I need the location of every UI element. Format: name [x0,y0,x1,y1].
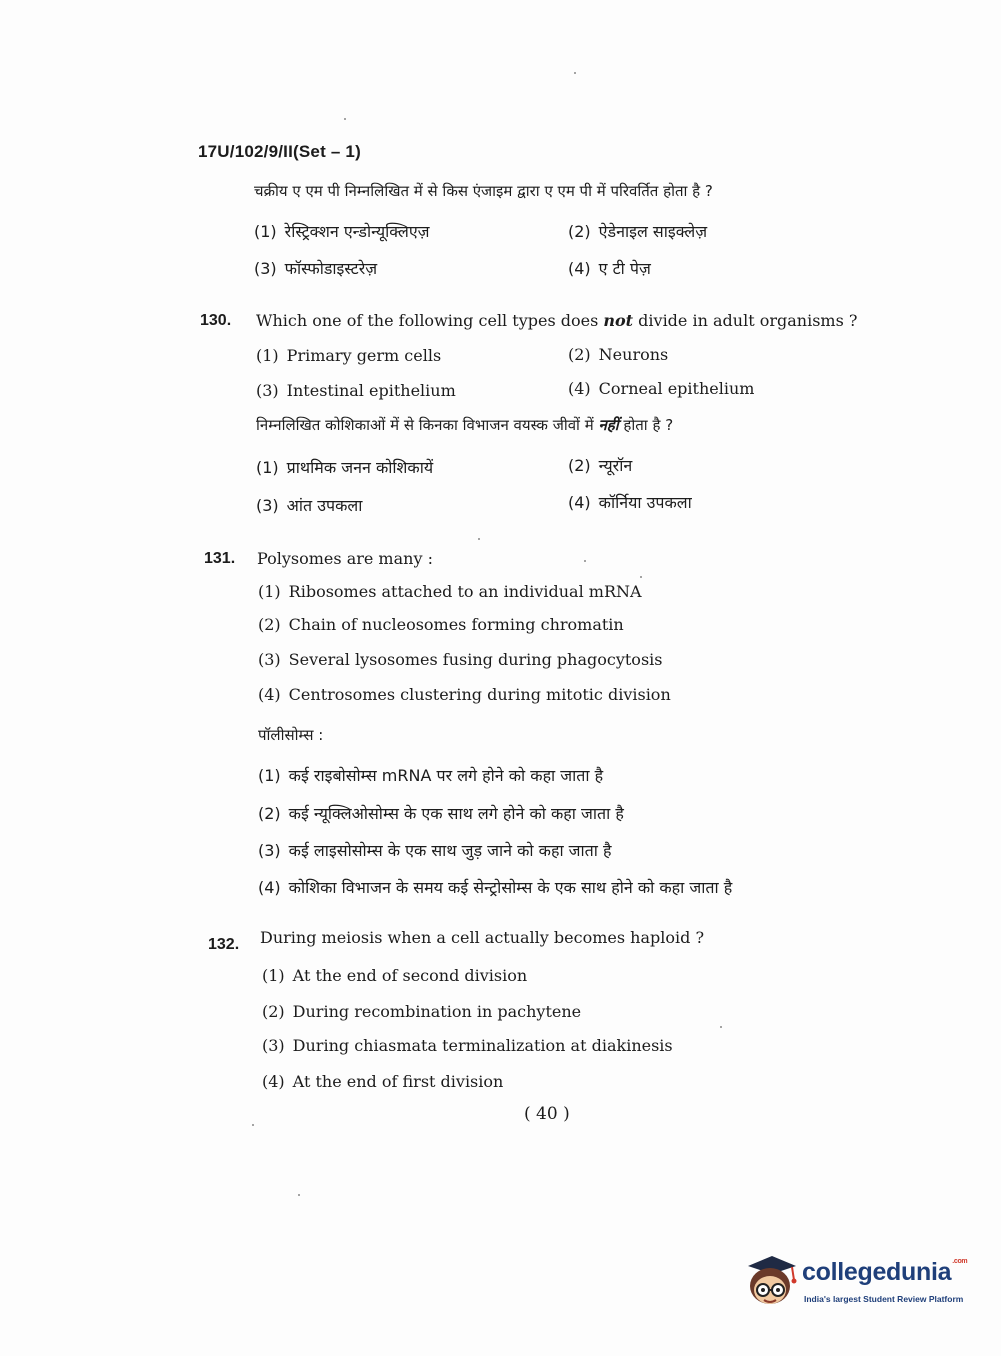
option-text: At the end of second division [292,966,528,985]
option-text: Chain of nucleosomes forming chromatin [288,615,624,634]
option-number: (3) [254,259,277,278]
option-number: (2) [568,345,591,364]
option-number: (3) [258,841,281,860]
option-number: (2) [262,1002,285,1021]
scan-speck [574,72,576,74]
option-number: (1) [258,766,281,785]
q131-option-4 [258,685,671,704]
q130-option-4 [568,379,754,398]
option-number: (4) [568,259,591,278]
option-number: (2) [258,615,281,634]
q129-option-4 [568,257,651,279]
scan-speck [640,576,642,578]
q130-option-1 [256,346,441,365]
q130-question-emphasis: not [603,311,634,330]
page-number: ( 40 ) [524,1104,570,1124]
q130-hindi-question-post: होता है ? [618,416,674,434]
scan-speck [584,560,586,562]
q129-option-2 [568,220,707,242]
option-text: प्राथमिक जनन कोशिकायें [286,458,434,477]
option-number: (3) [256,496,279,515]
q131-number: 131. [204,550,236,567]
option-text: फॉस्फोडाइस्टरेज़ [284,259,378,278]
option-text: Primary germ cells [286,346,442,365]
option-text: कई लाइसोसोम्स के एक साथ जुड़ जाने को कहा जाता है [288,841,612,860]
option-number: (2) [568,222,591,241]
option-number: (4) [568,493,591,512]
q130-hindi-option-4 [568,491,692,513]
option-text: ए टी पेज़ [598,259,651,278]
q130-option-2 [568,345,668,364]
option-number: (3) [262,1036,285,1055]
q130-hindi-question-pre: निम्नलिखित कोशिकाओं में से किनका विभाजन वयस्क जीवों में [256,416,599,434]
option-number: (1) [256,458,279,477]
option-text: During chiasmata terminalization at diakinesis [292,1036,673,1055]
q130-hindi-question-emphasis: नहीं [598,416,619,434]
option-text: During recombination in pachytene [292,1002,582,1021]
q132-option-4 [262,1072,503,1091]
option-number: (2) [258,804,281,823]
q129-hindi-question: चक्रीय ए एम पी निम्नलिखित में से किस एंजाइम द्वारा ए एम पी में परिवर्तित होता है ? [254,182,713,200]
option-number: (4) [262,1072,285,1091]
option-text: कोशिका विभाजन के समय कई सेन्ट्रोसोम्स के एक साथ होने को कहा जाता है [288,878,733,897]
q132-question: During meiosis when a cell actually becomes haploid ? [260,928,705,947]
option-number: (2) [568,456,591,475]
option-text: कई राइबोसोम्स mRNA पर लगे होने को कहा जाता है [288,766,604,785]
option-text: Corneal epithelium [598,379,755,398]
q130-hindi-option-3 [256,494,362,516]
option-number: (4) [568,379,591,398]
option-text: न्यूरॉन [598,456,633,475]
q130-hindi-option-1 [256,456,433,478]
option-text: Centrosomes clustering during mitotic division [288,685,671,704]
q132-option-2 [262,1002,581,1021]
logo-tagline: India's largest Student Review Platform [804,1294,964,1304]
logo-name: collegedunia [802,1258,952,1286]
scan-speck [344,118,346,120]
option-number: (3) [256,381,279,400]
q129-option-3 [254,257,377,279]
q130-hindi-question [256,415,673,435]
logo-suffix: .com [952,1258,968,1265]
q131-option-3 [258,650,662,669]
option-text: रेस्ट्रिक्शन एन्डोन्यूक्लिएज़ [284,222,430,241]
option-number: (1) [262,966,285,985]
option-text: ऐडेनाइल साइक्लेज़ [598,222,708,241]
q132-number: 132. [208,936,240,953]
q131-hindi-option-3 [258,839,612,861]
option-number: (1) [256,346,279,365]
scan-speck [478,538,480,540]
option-text: Ribosomes attached to an individual mRNA [288,582,642,601]
option-number: (4) [258,685,281,704]
option-text: At the end of first division [292,1072,504,1091]
option-number: (3) [258,650,281,669]
q130-question [256,311,857,330]
q131-question: Polysomes are many : [257,549,433,568]
q131-hindi-option-1 [258,764,603,786]
q131-hindi-option-2 [258,802,624,824]
scan-speck [298,1194,300,1196]
logo-wordmark [802,1258,967,1287]
q129-option-1 [254,220,430,242]
scan-speck [252,1124,254,1126]
q132-option-1 [262,966,527,985]
mascot-logo-icon [742,1252,800,1310]
q130-question-pre: Which one of the following cell types does [256,311,604,330]
q131-option-1 [258,582,642,601]
option-text: Intestinal epithelium [286,381,456,400]
option-number: (1) [258,582,281,601]
q130-hindi-option-2 [568,454,632,476]
option-text: Several lysosomes fusing during phagocytosis [288,650,663,669]
option-text: कई न्यूक्लिओसोम्स के एक साथ लगे होने को कहा जाता है [288,804,624,823]
option-text: Neurons [598,345,669,364]
q132-option-3 [262,1036,673,1055]
option-text: आंत उपकला [286,496,363,515]
collegedunia-logo [742,1252,972,1314]
q130-number: 130. [200,312,232,329]
q131-hindi-option-4 [258,876,732,898]
q130-question-post: divide in adult organisms ? [633,311,858,330]
option-number: (1) [254,222,277,241]
q131-hindi-question: पॉलीसोम्स : [258,726,324,744]
paper-code: 17U/102/9/II(Set – 1) [198,142,361,161]
option-text: कॉर्निया उपकला [598,493,692,512]
scan-speck [720,1026,722,1028]
q131-option-2 [258,615,624,634]
q130-option-3 [256,381,456,400]
option-number: (4) [258,878,281,897]
